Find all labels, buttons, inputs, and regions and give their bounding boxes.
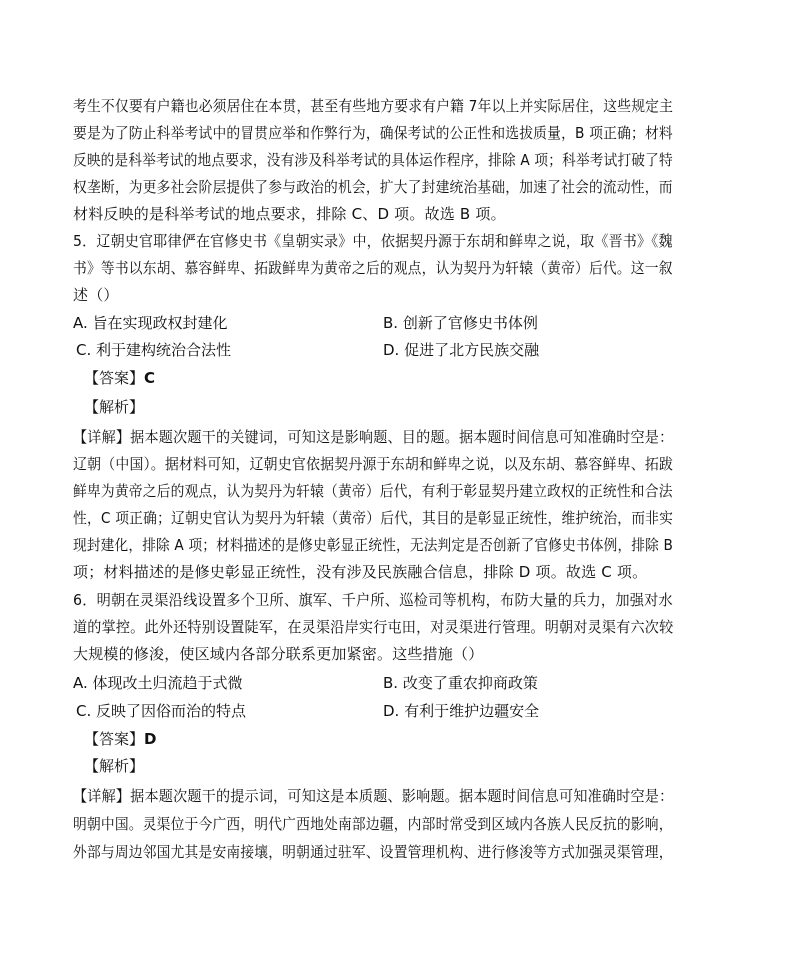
text-line: 反映的是科举考试的地点要求，没有涉及科举考试的具体运作程序，排除 A 项；科举考试打破了特 xyxy=(73,151,673,169)
q6-analysis-label: 【解析】 xyxy=(84,757,145,775)
answer-label: 【答案】 xyxy=(84,730,145,748)
q5-option-a: A. 旨在实现政权封建化 xyxy=(73,314,228,332)
question-5-stem: 5．辽朝史官耶律俨在官修史书《皇朝实录》中，依据契丹源于东胡和鲜卑之说，取《晋书》《魏 xyxy=(73,232,673,250)
q5-detail-line: 【详解】据本题次题干的关键词，可知这是影响题、目的题。据本题时间信息可知准确时空是： xyxy=(73,428,674,446)
text-line: 权垄断，为更多社会阶层提供了参与政治的机会，扩大了封建统治基础，加速了社会的流动性，而 xyxy=(73,178,673,196)
q5-detail-line: 性，C 项正确；辽朝史官认为契丹为轩辕（黄帝）后代，其目的是彰显正统性，维护统治，而非实 xyxy=(73,509,674,527)
q5-detail-line: 现封建化，排除 A 项；材料描述的是修史彰显正统性，无法判定是否创新了官修史书体例，排除 B xyxy=(73,536,674,554)
question-5-stem: 述（） xyxy=(73,286,119,304)
text-line: 要是为了防止科举考试中的冒贯应举和作弊行为，确保考试的公正性和选拔质量，B 项正确；材料 xyxy=(73,124,673,142)
question-6-stem: 大规模的修浚，使区域内各部分联系更加紧密。这些措施（） xyxy=(73,645,484,663)
answer-value: D xyxy=(144,730,157,748)
q6-option-d: D. 有利于维护边疆安全 xyxy=(383,702,540,720)
question-6-stem: 道的掌控。此外还特别设置陡军，在灵渠沿岸实行屯田，对灵渠进行管理。明朝对灵渠有六次较 xyxy=(73,618,674,636)
q6-detail-line: 外部与周边邻国尤其是安南接壤，明朝通过驻军、设置管理机构、进行修浚等方式加强灵渠管理， xyxy=(73,843,673,861)
answer-label: 【答案】 xyxy=(84,369,145,387)
text-line: 材料反映的是科举考试的地点要求，排除 C、D 项。故选 B 项。 xyxy=(73,205,506,223)
q5-detail-line: 辽朝（中国）。据材料可知，辽朝史官依据契丹源于东胡和鲜卑之说，以及东胡、慕容鲜卑、拓跋 xyxy=(73,455,674,473)
q6-option-b: B. 改变了重农抑商政策 xyxy=(383,674,538,692)
q6-option-a: A. 体现改土归流趋于式微 xyxy=(73,674,243,692)
q5-option-d: D. 促进了北方民族交融 xyxy=(383,341,540,359)
q6-detail-line: 【详解】据本题次题干的提示词，可知这是本质题、影响题。据本题时间信息可知准确时空是： xyxy=(73,787,674,805)
q6-option-c: C. 反映了因俗而治的特点 xyxy=(76,702,247,720)
q5-detail-line: 鲜卑为黄帝之后的观点，认为契丹为轩辕（黄帝）后代，有利于彰显契丹建立政权的正统性和合法 xyxy=(73,482,673,500)
q5-answer xyxy=(84,368,155,388)
q5-detail-line: 项；材料描述的是修史彰显正统性，没有涉及民族融合信息，排除 D 项。故选 C 项。 xyxy=(73,563,648,581)
q5-option-c: C. 利于建构统治合法性 xyxy=(76,341,232,359)
q5-analysis-label: 【解析】 xyxy=(84,398,145,416)
text-line: 考生不仅要有户籍也必须居住在本贯，甚至有些地方要求有户籍 7年以上并实际居住，这些规定主 xyxy=(73,97,674,115)
q6-answer xyxy=(84,729,156,749)
q5-option-b: B. 创新了官修史书体例 xyxy=(383,314,538,332)
question-5-stem: 书》等书以东胡、慕容鲜卑、拓跋鲜卑为黄帝之后的观点，认为契丹为轩辕（黄帝）后代。这一叙 xyxy=(73,259,673,277)
q6-detail-line: 明朝中国。灵渠位于今广西，明代广西地处南部边疆，内部时常受到区域内各族人民反抗的影响， xyxy=(73,815,673,833)
answer-value: C xyxy=(144,369,156,387)
question-6-stem: 6．明朝在灵渠沿线设置多个卫所、旗军、千户所、巡检司等机构，布防大量的兵力，加强对水 xyxy=(73,591,673,609)
